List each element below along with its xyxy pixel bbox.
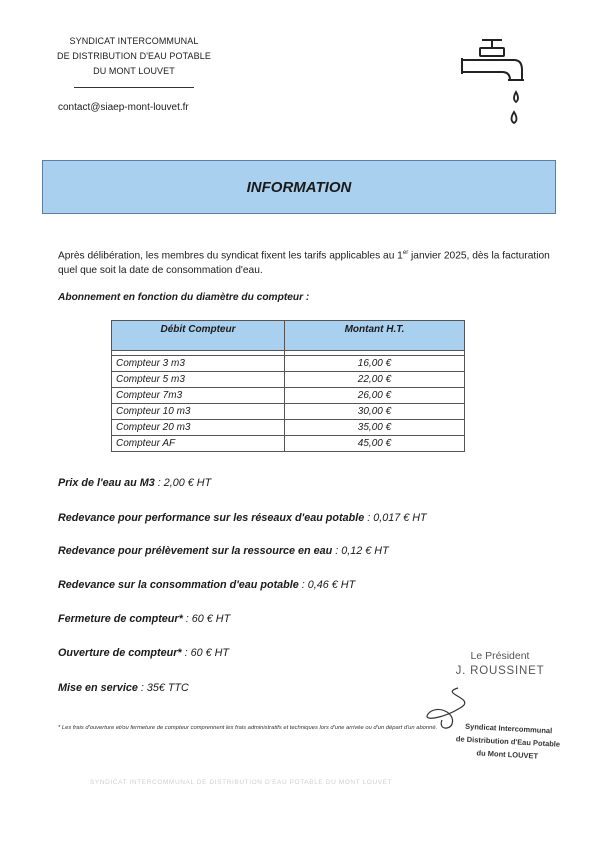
stamp-line2: de Distribution d'Eau Potable [455,734,561,749]
signature-block [430,650,570,677]
letterhead [44,34,224,88]
water-faucet-icon [458,36,528,132]
page-footer: SYNDICAT INTERCOMMUNAL DE DISTRIBUTION D'EAU POTABLE DU MONT LOUVET [90,779,393,786]
stamp-line1: Syndicat Intercommunal [464,721,553,736]
meter-cell: Compteur 5 m3 [112,372,285,388]
banner-title: INFORMATION [246,178,352,196]
meter-cell: Compteur 7m3 [112,388,285,404]
table-row [112,420,465,436]
meter-tariff-table [111,320,465,452]
intro-paragraph [58,246,563,278]
price-line-consumption-fee [58,579,355,591]
price-label: Redevance sur la consommation d'eau potable [58,579,299,591]
official-stamp [447,719,569,764]
amount-cell: 30,00 € [284,404,464,420]
price-value: : 0,46 € HT [298,579,356,591]
header-amount: Montant H.T. [284,321,464,351]
table-header-row [112,321,465,351]
price-label: Mise en service [58,682,138,694]
signatory-role: Le Président [470,650,530,662]
table-row [112,356,465,372]
footnote: * Les frais d'ouverture et/ou fermeture de compteur comprennent les frais administratifs et techniques lors d'une arrivée ou d'un départ d'un abonné. [58,725,438,731]
amount-cell: 35,00 € [284,420,464,436]
meter-cell: Compteur 3 m3 [112,356,285,372]
price-value: : 60 € HT [182,613,231,625]
price-label: Redevance pour prélèvement sur la ressource en eau [58,545,333,557]
amount-cell: 26,00 € [284,388,464,404]
signatory-name: J. ROUSSINET [455,665,545,677]
price-label: Redevance pour performance sur les réseaux d'eau potable [58,512,365,524]
org-name-line3: DU MONT LOUVET [93,66,175,76]
contact-email[interactable]: contact@siaep-mont-louvet.fr [58,102,189,113]
price-line-activation [58,682,189,694]
header-meter-rate: Débit Compteur [112,321,285,351]
price-label: Prix de l'eau au M3 [58,477,155,489]
meter-cell: Compteur AF [112,436,285,452]
price-line-meter-opening [58,647,229,659]
price-line-meter-closing [58,613,230,625]
price-label: Fermeture de compteur* [58,613,183,625]
amount-cell: 45,00 € [284,436,464,452]
price-line-water [58,477,211,489]
meter-cell: Compteur 10 m3 [112,404,285,420]
price-value: : 35€ TTC [137,682,189,694]
amount-cell: 22,00 € [284,372,464,388]
price-line-withdrawal-fee [58,545,389,557]
stamp-line3: du Mont LOUVET [476,748,539,761]
table-row [112,388,465,404]
price-value: : 0,017 € HT [364,512,427,524]
table-row [112,436,465,452]
price-label: Ouverture de compteur* [58,647,182,659]
intro-text-start: Après délibération, les membres du syndicat fixent les tarifs applicables au 1 [58,250,403,262]
org-name-line2: DE DISTRIBUTION D'EAU POTABLE [57,51,211,61]
org-name-line1: SYNDICAT INTERCOMMUNAL [69,36,199,46]
price-value: : 2,00 € HT [154,477,212,489]
meter-cell: Compteur 20 m3 [112,420,285,436]
table-row [112,372,465,388]
table-row [112,404,465,420]
price-line-network-fee [58,512,427,524]
information-banner [42,160,556,214]
intro-text-end: janvier 2025, dès la facturation quel que soit la date de consommation d'eau. [58,250,550,277]
amount-cell: 16,00 € [284,356,464,372]
price-value: : 0,12 € HT [332,545,389,557]
header-rule [74,87,194,88]
price-value: : 60 € HT [181,647,230,659]
subscription-subtitle: Abonnement en fonction du diamètre du compteur : [58,292,310,303]
intro-superscript: er [402,250,409,256]
